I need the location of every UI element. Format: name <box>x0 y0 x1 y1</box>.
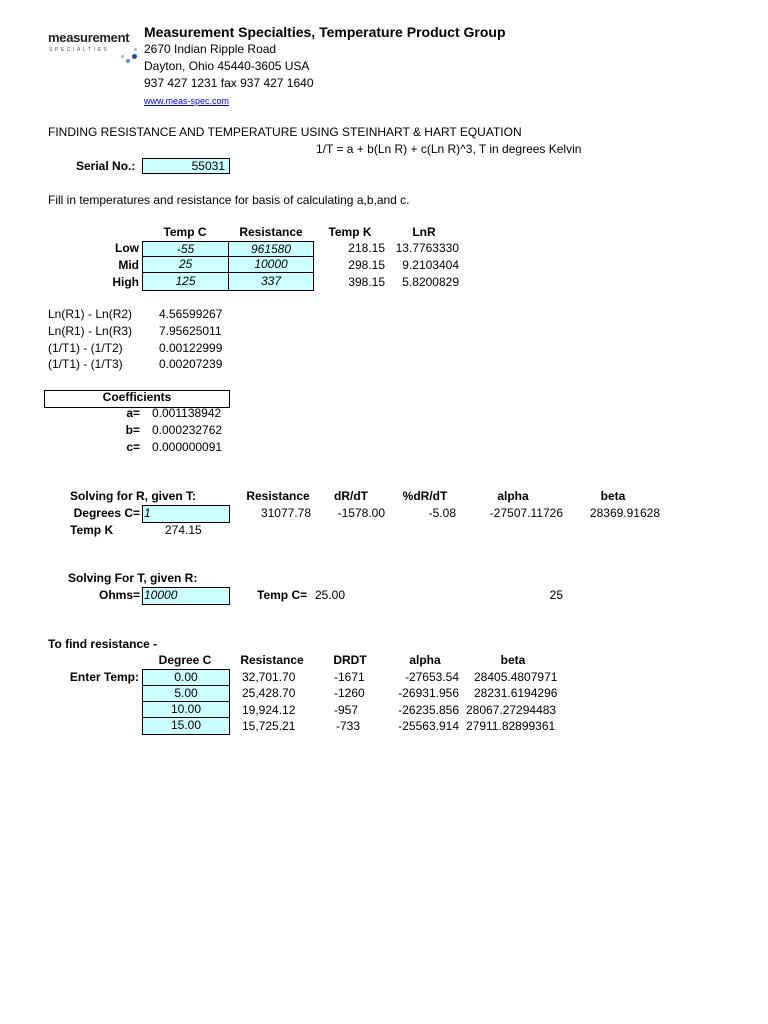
company-logo <box>48 28 140 64</box>
row-label-high: High <box>112 275 139 289</box>
header-alpha: alpha <box>409 653 441 667</box>
header-alpha: alpha <box>497 489 529 503</box>
serial-input[interactable]: 55031 <box>142 158 230 174</box>
logo-subtitle: SPECIALTIES <box>49 47 110 53</box>
find-resistance-value: 25,428.70 <box>242 686 296 700</box>
logo-dot <box>134 48 137 51</box>
header-degree-c: Degree C <box>158 653 212 667</box>
equation: 1/T = a + b(Ln R) + c(Ln R)^3, T in degrees Kelvin <box>316 142 582 156</box>
header-temp-c: Temp C <box>163 225 207 239</box>
find-beta-value: 27911.82899361 <box>466 719 556 733</box>
coef-value-b: 0.000232762 <box>152 423 223 437</box>
diff-value: 4.56599267 <box>159 307 223 321</box>
lnr-high: 5.8200829 <box>402 275 459 289</box>
logo-dot <box>126 59 130 63</box>
find-drdt-value: -1260 <box>334 686 365 700</box>
find-resistance-title: To find resistance - <box>48 637 158 651</box>
find-drdt-value: -957 <box>334 703 359 717</box>
coefficients-title: Coefficients <box>44 390 230 408</box>
temp-k-high: 398.15 <box>348 275 385 289</box>
coef-label-a: a= <box>126 406 140 420</box>
degree-input[interactable]: 15.00 <box>142 717 230 735</box>
header-beta: beta <box>500 653 526 667</box>
company-name: Measurement Specialties, Temperature Product Group <box>144 24 506 40</box>
instruction-text: Fill in temperatures and resistance for basis of calculating a,b,and c. <box>48 193 410 207</box>
find-resistance-value: 19,924.12 <box>242 703 296 717</box>
coef-value-a: 0.001138942 <box>152 406 222 420</box>
find-alpha-value: -26235.856 <box>398 703 459 717</box>
logo-wordmark: measurement <box>48 30 130 45</box>
diff-value: 0.00122999 <box>159 341 223 355</box>
find-beta-value: 28231.6194296 <box>474 686 558 700</box>
find-resistance-value: 32,701.70 <box>242 670 296 684</box>
degrees-c-input[interactable]: 1 <box>142 505 230 523</box>
solve-r-resistance: 31077.78 <box>260 506 311 520</box>
header-temp-k: Temp K <box>328 225 372 239</box>
temp-k-low: 218.15 <box>348 241 385 255</box>
find-alpha-value: -27653.54 <box>404 670 459 684</box>
header-lnr: LnR <box>412 225 436 239</box>
solve-r-alpha: -27507.11726 <box>489 506 563 520</box>
logo-dot <box>132 54 137 59</box>
header-drdt: dR/dT <box>334 489 368 503</box>
resistance-input-mid[interactable]: 10000 <box>228 256 314 273</box>
solve-r-drdt: -1578.00 <box>337 506 385 520</box>
degree-input[interactable]: 0.00 <box>142 669 230 686</box>
find-drdt-value: -1671 <box>334 670 365 684</box>
row-label-low: Low <box>115 241 139 255</box>
diff-value: 7.95625011 <box>159 324 222 338</box>
diff-label: Ln(R1) - Ln(R3) <box>48 324 133 338</box>
solve-r-beta: 28369.91628 <box>589 506 660 520</box>
lnr-mid: 9.2103404 <box>402 258 459 272</box>
header-pct-drdt: %dR/dT <box>402 489 448 503</box>
degrees-c-label: Degrees C= <box>73 506 140 520</box>
enter-temp-label: Enter Temp: <box>69 670 139 684</box>
logo-dot <box>121 55 124 58</box>
diff-label: (1/T1) - (1/T3) <box>48 357 123 371</box>
address-line-1: 2670 Indian Ripple Road <box>144 42 277 56</box>
resistance-input-low[interactable]: 961580 <box>228 241 314 257</box>
diff-label: Ln(R1) - Ln(R2) <box>48 307 133 321</box>
temp-c-result-value: 25.00 <box>315 588 346 602</box>
coef-label-c: c= <box>126 440 140 454</box>
resistance-input-high[interactable]: 337 <box>228 272 314 291</box>
temp-k-value: 274.15 <box>165 523 202 537</box>
lnr-low: 13.7763330 <box>395 241 459 255</box>
solve-r-title: Solving for R, given T: <box>70 489 197 503</box>
temp-c-input-low[interactable]: -55 <box>142 241 229 257</box>
phone-fax: 937 427 1231 fax 937 427 1640 <box>144 76 314 90</box>
find-alpha-value: -26931.956 <box>398 686 459 700</box>
row-label-mid: Mid <box>118 258 139 272</box>
diff-label: (1/T1) - (1/T2) <box>48 341 123 355</box>
degree-input[interactable]: 5.00 <box>142 685 230 702</box>
temp-c-rounded: 25 <box>549 588 563 602</box>
diff-value: 0.00207239 <box>159 357 223 371</box>
find-drdt-value: -733 <box>336 719 361 733</box>
header-resistance: Resistance <box>246 489 310 503</box>
serial-label: Serial No.: <box>76 159 136 173</box>
temp-k-mid: 298.15 <box>348 258 385 272</box>
find-beta-value: 28405.4807971 <box>474 670 558 684</box>
temp-k-label: Temp K <box>70 523 114 537</box>
website-link[interactable]: www.meas-spec.com <box>144 96 230 106</box>
solve-r-pct-drdt: -5.08 <box>428 506 456 520</box>
ohms-input[interactable]: 10000 <box>142 587 230 605</box>
header-beta: beta <box>600 489 626 503</box>
coef-value-c: 0.000000091 <box>152 440 223 454</box>
header-drdt: DRDT <box>333 653 367 667</box>
find-alpha-value: -25563.914 <box>398 719 459 733</box>
solve-t-title: Solving For T, given R: <box>68 571 198 585</box>
address-line-2: Dayton, Ohio 45440-3605 USA <box>144 59 310 73</box>
coef-label-b: b= <box>125 423 140 437</box>
document-title: FINDING RESISTANCE AND TEMPERATURE USING STEINHART & HART EQUATION <box>48 125 522 139</box>
temp-c-input-mid[interactable]: 25 <box>142 256 229 273</box>
temp-c-input-high[interactable]: 125 <box>142 272 229 291</box>
find-beta-value: 28067.27294483 <box>466 703 557 717</box>
ohms-label: Ohms= <box>98 588 140 602</box>
find-resistance-value: 15,725.21 <box>242 719 296 733</box>
degree-input[interactable]: 10.00 <box>142 701 230 718</box>
header-resistance: Resistance <box>239 225 303 239</box>
temp-c-result-label: Temp C= <box>257 588 308 602</box>
header-resistance: Resistance <box>240 653 304 667</box>
